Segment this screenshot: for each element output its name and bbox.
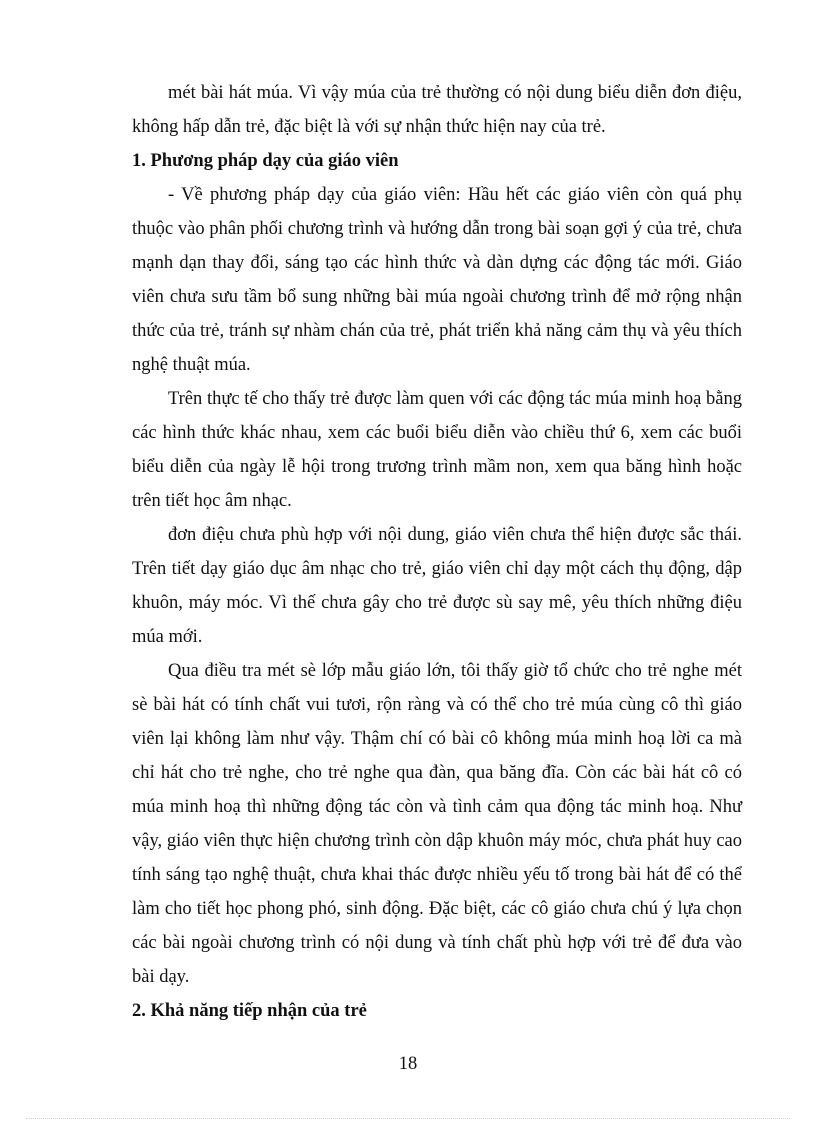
section-2-heading: 2. Khả năng tiếp nhận của trẻ bbox=[132, 1001, 367, 1021]
body-paragraph: Trên thực tế cho thấy trẻ được làm quen với các động tác múa minh hoạ bằng các hình thức khác nhau, xem các buổi biểu diễn vào chiều thứ 6, xem các buổi biểu diễn của ngày lễ hội trong trương trình mầm non, xem qua băng hình hoặc trên tiết học âm nhạc. bbox=[132, 389, 742, 511]
document-body bbox=[132, 76, 742, 1028]
intro-paragraph: mét bài hát múa. Vì vậy múa của trẻ thường có nội dung biểu diễn đơn điệu, không hấp dẫn trẻ, đặc biệt là với sự nhận thức hiện nay của trẻ. bbox=[132, 83, 742, 137]
body-paragraph: đơn điệu chưa phù hợp với nội dung, giáo viên chưa thể hiện được sắc thái. Trên tiết dạy giáo dục âm nhạc cho trẻ, giáo viên chỉ dạy một cách thụ động, dập khuôn, máy móc. Vì thế chưa gây cho trẻ được sù say mê, yêu thích những điệu múa mới. bbox=[132, 525, 742, 647]
section-1-heading: 1. Phương pháp dạy của giáo viên bbox=[132, 151, 399, 171]
page-bottom-divider bbox=[26, 1118, 790, 1119]
body-paragraph: Qua điều tra mét sè lớp mẫu giáo lớn, tôi thấy giờ tổ chức cho trẻ nghe mét sè bài hát có tính chất vui tươi, rộn ràng và có thể cho trẻ múa cùng cô thì giáo viên lại không làm như vậy. Thậm chí có bài cô không múa minh hoạ lời ca mà chỉ hát cho trẻ nghe, cho trẻ nghe qua đàn, qua băng đĩa. Còn các bài hát cô có múa minh hoạ thì những động tác còn và tình cảm qua động tác minh hoạ. Như vậy, giáo viên thực hiện chương trình còn dập khuôn máy móc, chưa phát huy cao tính sáng tạo nghệ thuật, chưa khai thác được nhiều yếu tố trong bài hát để có thể làm cho tiết học phong phó, sinh động. Đặc biệt, các cô giáo chưa chú ý lựa chọn các bài ngoài chương trình có nội dung và tính chất phù hợp với trẻ để đưa vào bài dạy. bbox=[132, 661, 742, 987]
page-number: 18 bbox=[398, 1054, 418, 1074]
body-paragraph: - Về phương pháp dạy của giáo viên: Hầu hết các giáo viên còn quá phụ thuộc vào phân phối chương trình và hướng dẫn trong bài soạn gợi ý của trẻ, chưa mạnh dạn thay đổi, sáng tạo các hình thức và dàn dựng các động tác mới. Giáo viên chưa sưu tầm bổ sung những bài múa ngoài chương trình để mở rộng nhận thức của trẻ, tránh sự nhàm chán của trẻ, phát triển khả năng cảm thụ và yêu thích nghệ thuật múa. bbox=[132, 185, 742, 375]
